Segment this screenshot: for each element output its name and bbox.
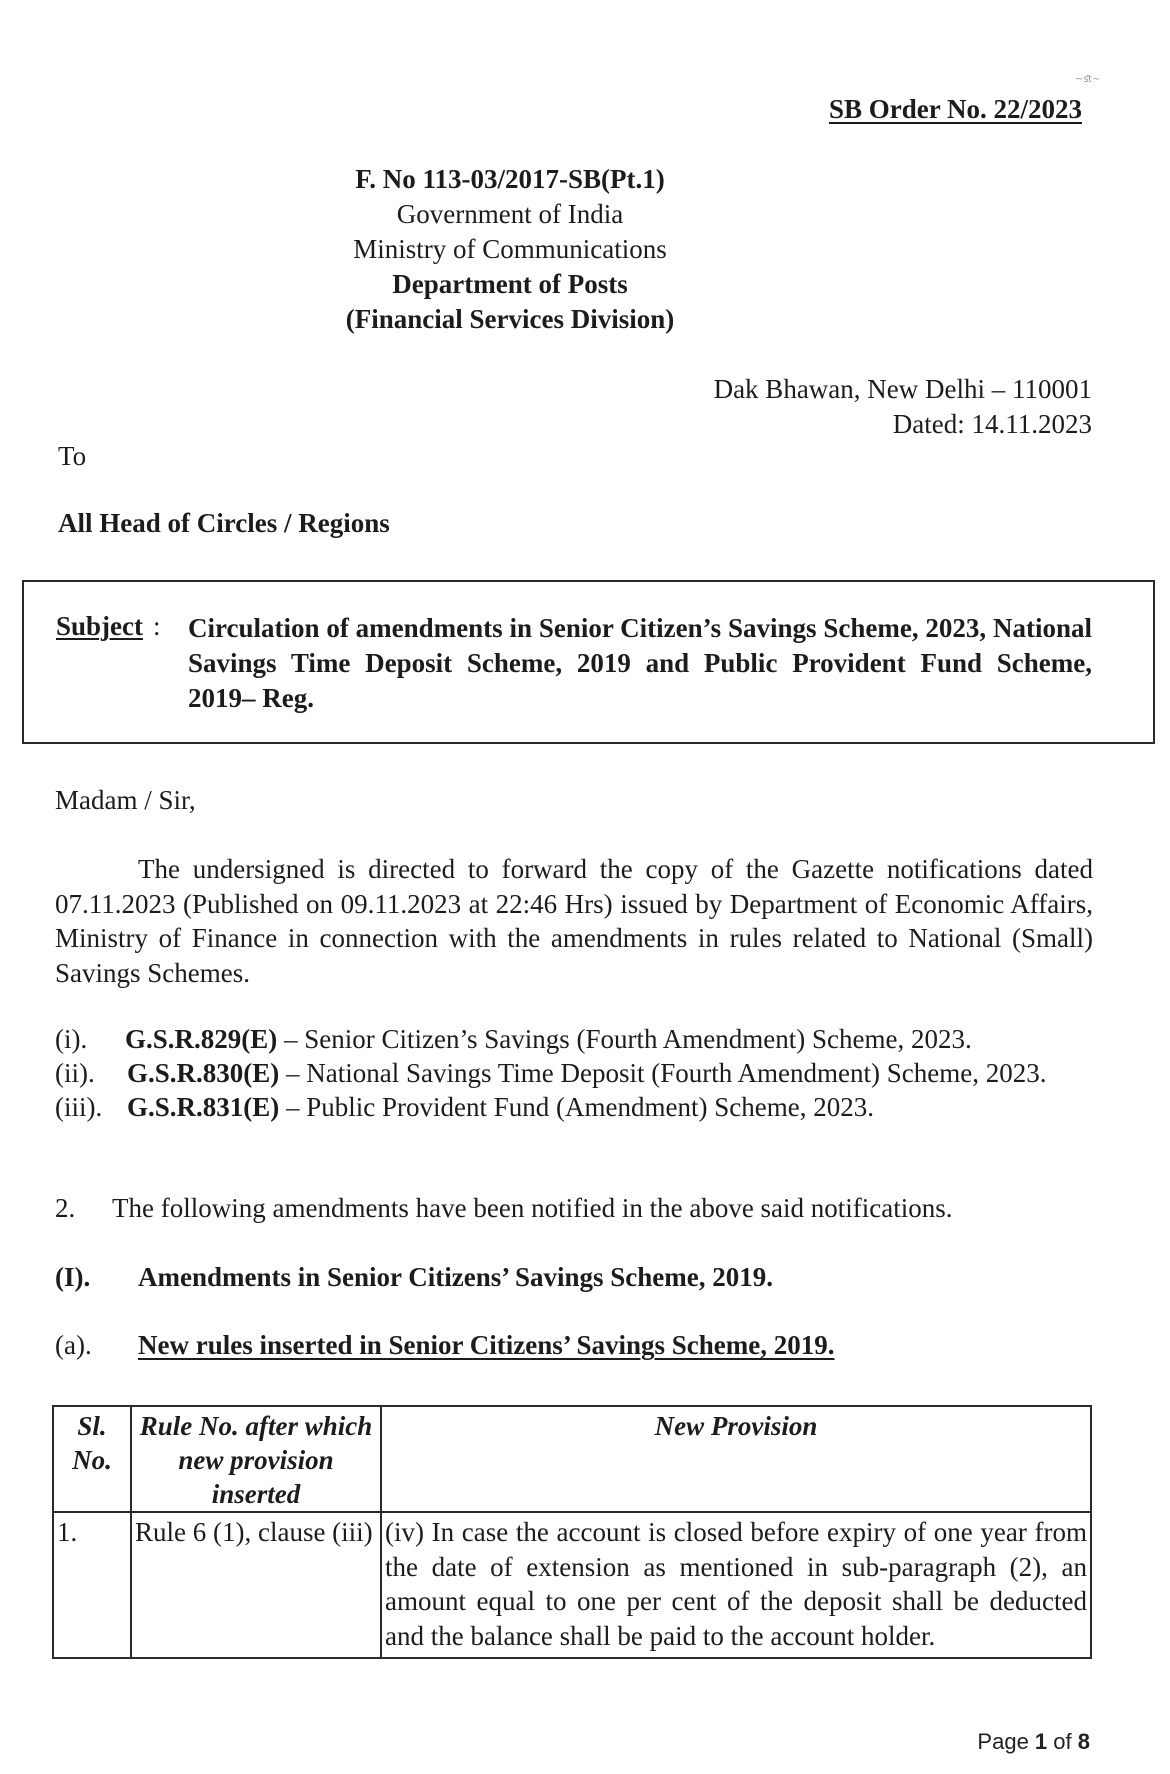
cell-rule-no: Rule 6 (1), clause (iii) <box>131 1512 381 1658</box>
to-label: To <box>58 441 87 471</box>
current-page: 1 <box>1034 1729 1048 1754</box>
table-header-row <box>53 1406 1091 1512</box>
subsection-title: New rules inserted in Senior Citizens’ Savings Scheme, 2019. <box>138 1330 835 1360</box>
section-heading <box>55 1262 773 1293</box>
page-number: Page 1 of 8 <box>977 1729 1090 1754</box>
department-name: Department of Posts <box>392 269 628 299</box>
header-new-provision: New Provision <box>381 1406 1091 1512</box>
letterhead <box>300 162 720 337</box>
recipients: All Head of Circles / Regions <box>58 508 390 538</box>
subsection-number: (a). <box>55 1330 92 1360</box>
notification-code: G.S.R.829(E) <box>125 1024 278 1054</box>
paragraph-2 <box>55 1193 953 1224</box>
salutation: Madam / Sir, <box>55 785 196 815</box>
notification-desc: – Public Provident Fund (Amendment) Scheme, 2023. <box>279 1092 874 1122</box>
section-number: (I). <box>55 1262 91 1292</box>
notification-code: G.S.R.831(E) <box>127 1092 280 1122</box>
section-title: Amendments in Senior Citizens’ Savings Scheme, 2019. <box>138 1262 774 1292</box>
subject-label: Subject <box>56 611 143 641</box>
subject-text: Circulation of amendments in Senior Citizen’s Savings Scheme, 2023, National Savings Time Deposit Scheme, 2019 and Public Provident Fund Scheme, 2019– Reg. <box>188 613 1092 713</box>
paragraph-number: 2. <box>55 1193 76 1223</box>
office-location: Dak Bhawan, New Delhi – 110001 <box>713 374 1092 404</box>
subject-colon: : <box>153 611 161 641</box>
notification-item <box>55 1022 1095 1056</box>
address-block <box>560 372 1092 442</box>
division-name: (Financial Services Division) <box>345 304 675 334</box>
date-line: Dated: 14.11.2023 <box>892 409 1092 439</box>
handwritten-mark: ~ﬆ~ <box>1075 74 1101 85</box>
notification-desc: – National Savings Time Deposit (Fourth Amendment) Scheme, 2023. <box>279 1058 1047 1088</box>
file-number: F. No 113-03/2017-SB(Pt.1) <box>355 164 665 194</box>
notification-item <box>55 1090 1095 1124</box>
notification-item <box>55 1056 1095 1090</box>
notification-desc: – Senior Citizen’s Savings (Fourth Amendment) Scheme, 2023. <box>277 1024 972 1054</box>
government-name: Government of India <box>396 199 624 229</box>
cell-provision: (iv) In case the account is closed before expiry of one year from the date of extension as mentioned in sub-paragraph (2), an amount equal to one per cent of the deposit shall be deducted and the balance shall be paid to the account holder. <box>381 1512 1091 1658</box>
notification-code: G.S.R.830(E) <box>127 1058 280 1088</box>
notification-number: (i). <box>55 1024 88 1054</box>
subsection-heading <box>55 1330 834 1361</box>
header-sl-no: Sl. No. <box>53 1406 131 1512</box>
notification-number: (ii). <box>55 1058 95 1088</box>
order-number: SB Order No. 22/2023 <box>828 94 1082 124</box>
notification-list <box>55 1022 1095 1124</box>
notification-number: (iii). <box>55 1092 103 1122</box>
paragraph-text: The following amendments have been notified in the above said notifications. <box>112 1193 953 1223</box>
rules-table <box>52 1405 1092 1659</box>
header-rule-no: Rule No. after which new provision inserted <box>131 1406 381 1512</box>
cell-sl-no: 1. <box>53 1512 131 1658</box>
ministry-name: Ministry of Communications <box>353 234 667 264</box>
paragraph-1: The undersigned is directed to forward the copy of the Gazette notifications dated 07.11.2023 (Published on 09.11.2023 at 22:46 Hrs) issued by Department of Economic Affairs, Ministry of Finance in connection with the amendments in rules related to National (Small) Savings Schemes. <box>55 854 1093 988</box>
table-row <box>53 1512 1091 1658</box>
total-pages: 8 <box>1077 1729 1090 1754</box>
